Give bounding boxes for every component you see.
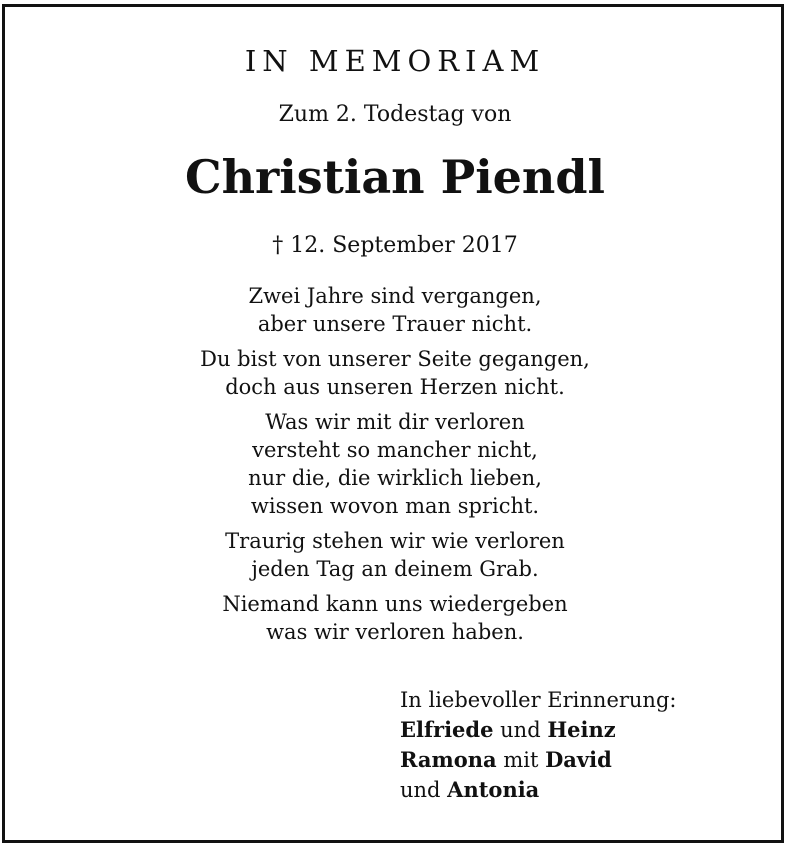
conjunction: und [493,718,548,742]
poem-line: Traurig stehen wir wie verloren [225,529,565,553]
poem-line: aber unsere Trauer nicht. [257,312,533,336]
mourner-name: David [545,747,612,772]
mourner-name: Antonia [447,777,540,802]
poem-stanza [0,282,790,338]
poem-line: Was wir mit dir verloren [265,410,525,434]
signature-intro: In liebevoller Erinnerung: [400,688,677,712]
poem-line: doch aus unseren Herzen nicht. [225,375,565,399]
notice-heading: IN MEMORIAM [244,44,546,78]
poem-stanza [0,590,790,646]
conjunction: und [400,778,448,802]
signature-line [400,775,676,805]
poem-stanza [0,345,790,401]
signature-block [400,685,676,805]
death-date: † 12. September 2017 [272,233,518,258]
poem-line: Niemand kann uns wiedergeben [222,592,568,616]
poem-line: Zwei Jahre sind vergangen, [248,284,542,308]
poem [0,282,790,653]
poem-stanza [0,527,790,583]
poem-line: nur die, die wirklich lieben, [248,466,542,490]
notice-subheading: Zum 2. Todestag von [278,102,512,127]
poem-stanza [0,408,790,520]
deceased-name: Christian Piendl [184,150,606,204]
conjunction: mit [496,748,546,772]
mourner-name: Ramona [400,747,497,772]
signature-line [400,745,676,775]
poem-line: was wir verloren haben. [266,620,524,644]
poem-line: wissen wovon man spricht. [250,494,540,518]
poem-line: Du bist von unserer Seite gegangen, [200,347,590,371]
signature-line [400,715,676,745]
poem-line: jeden Tag an deinem Grab. [251,557,539,581]
poem-line: versteht so mancher nicht, [252,438,538,462]
mourner-name: Heinz [547,717,616,742]
mourner-name: Elfriede [400,717,494,742]
